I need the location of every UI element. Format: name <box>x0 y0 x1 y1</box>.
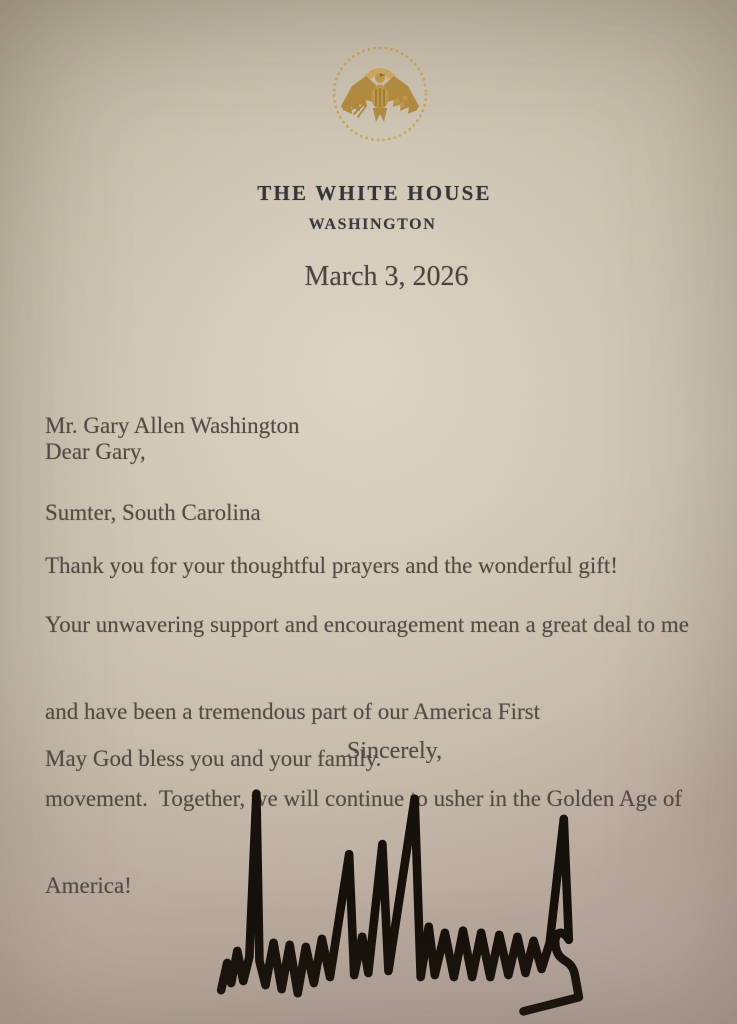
letterhead-subtitle: WASHINGTON <box>308 216 437 233</box>
letterhead-title: THE WHITE HOUSE <box>257 181 492 205</box>
closing: Sincerely, <box>347 738 443 764</box>
body-line: Thank you for your thoughtful prayers and the wonderful gift! <box>45 553 618 578</box>
recipient-name: Mr. Gary Allen Washington <box>45 413 300 438</box>
body-line: Your unwavering support and encouragement mean a great deal to me <box>45 612 690 637</box>
letter-date: March 3, 2026 <box>304 261 469 292</box>
body-line: May God bless you and your family. <box>45 746 382 771</box>
signature-icon <box>203 783 591 1021</box>
presidential-seal-icon <box>330 44 430 144</box>
recipient-location: Sumter, South Carolina <box>45 500 261 525</box>
body-line: movement. Together, we will continue to usher in the Golden Age of <box>45 786 683 811</box>
body-line: America! <box>45 873 132 898</box>
salutation: Dear Gary, <box>45 439 146 464</box>
body-line: and have been a tremendous part of our America First <box>45 699 540 724</box>
